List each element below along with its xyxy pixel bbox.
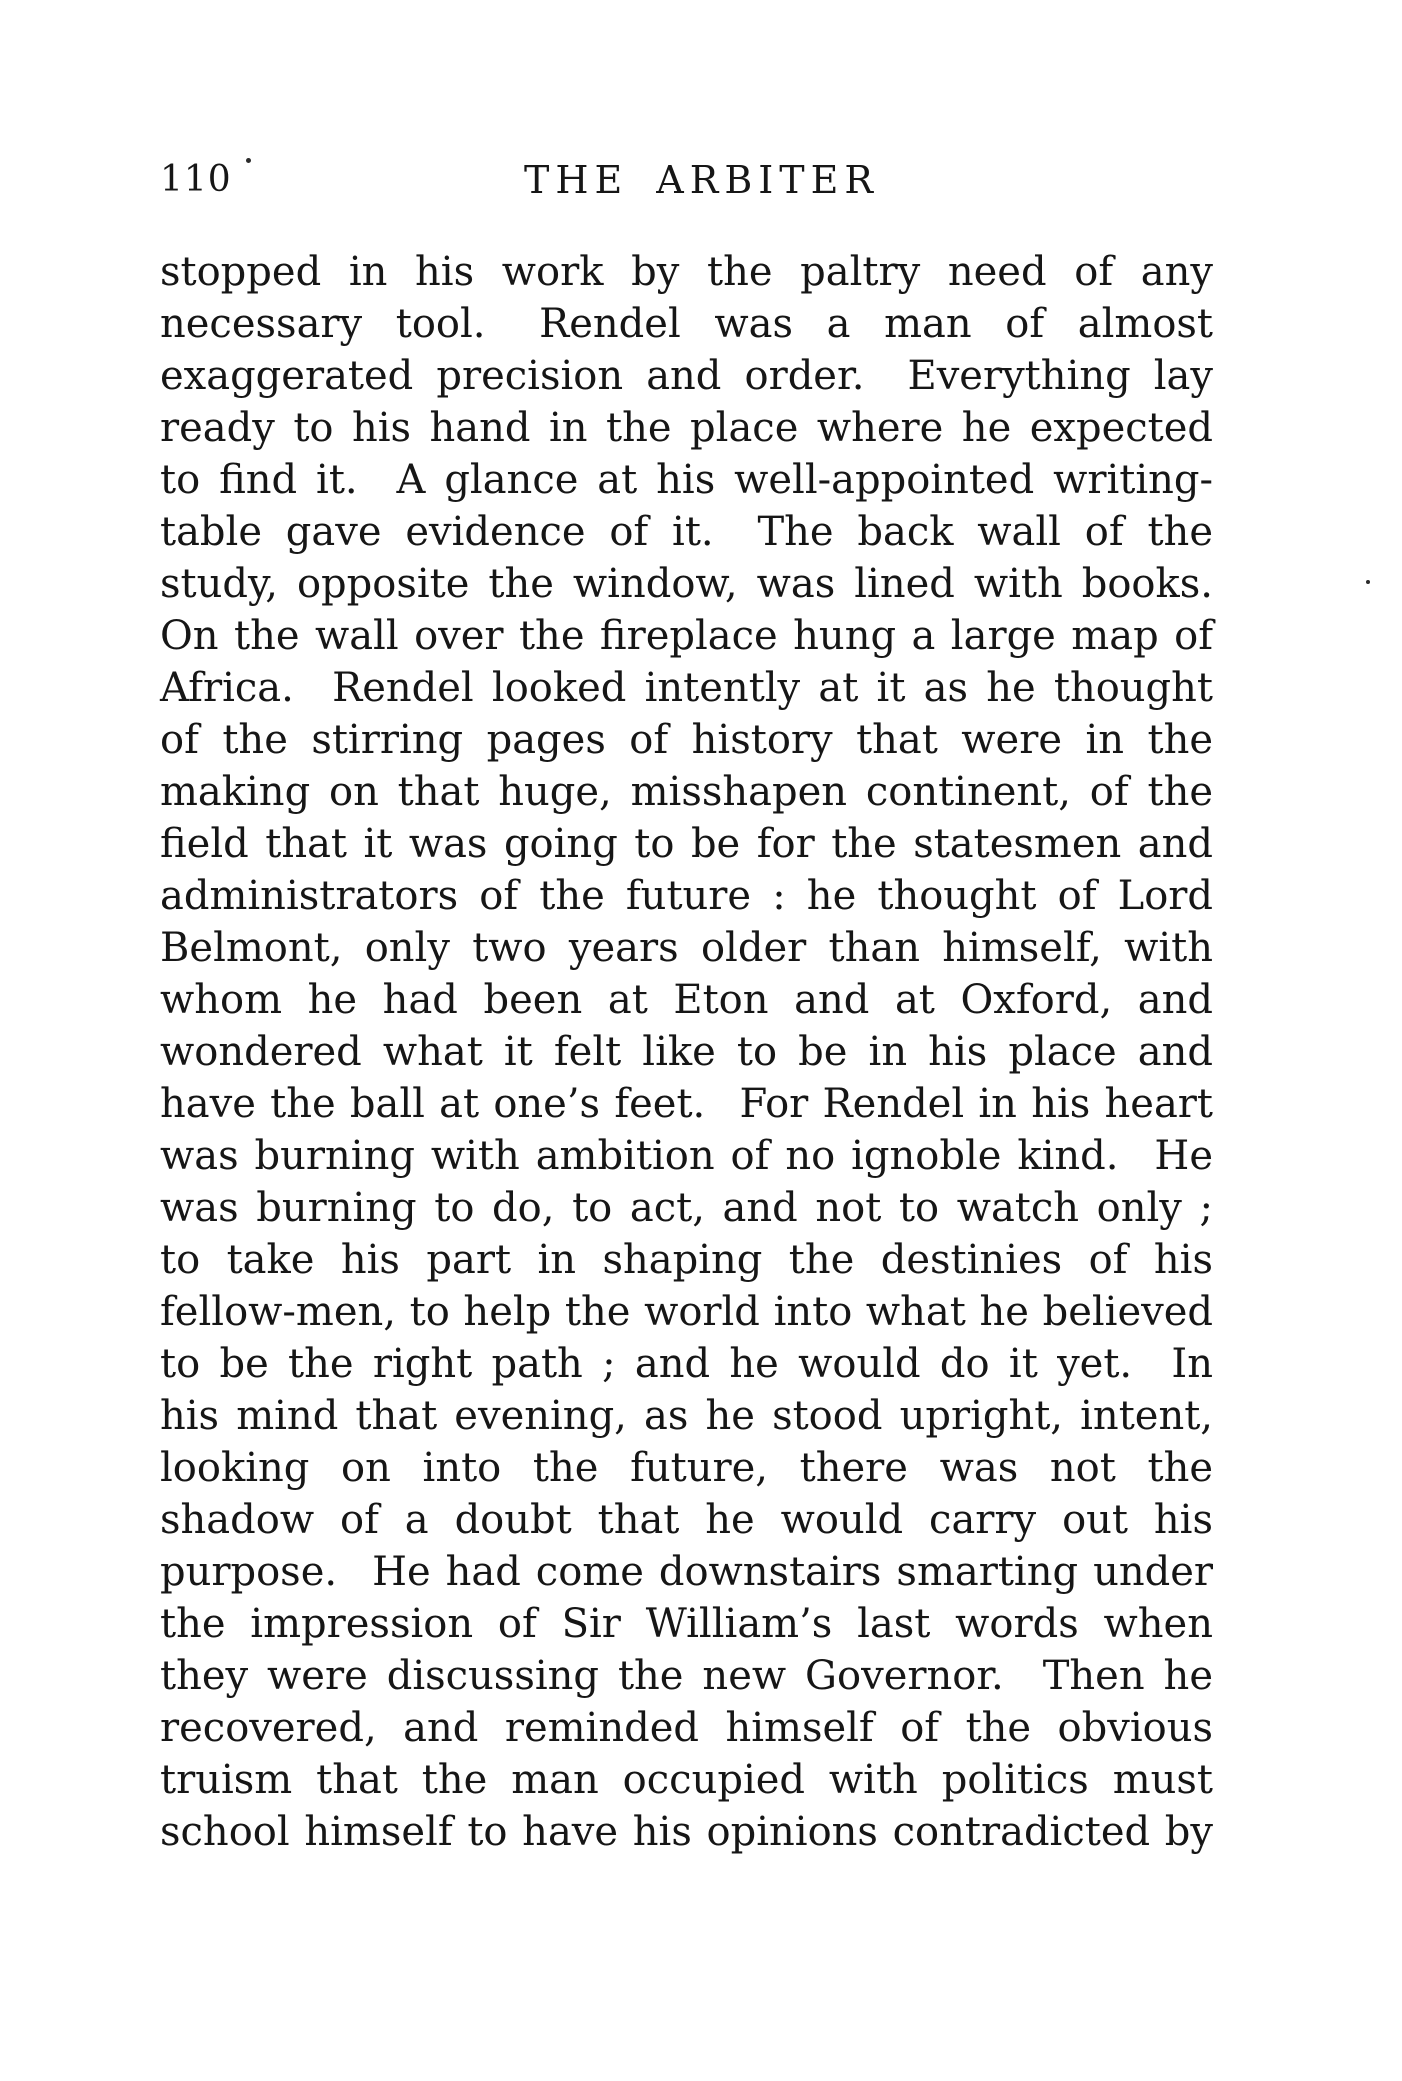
text-line: looking on into the future, there was not the [160,1445,1213,1491]
text-line: On the wall over the fireplace hung a large map of [160,613,1213,659]
text-line: ready to his hand in the place where he expected [160,405,1213,451]
text-line: recovered, and reminded himself of the obvious [160,1705,1213,1751]
text-line: shadow of a doubt that he would carry out his [160,1497,1213,1543]
text-line: wondered what it felt like to be in his place and [160,1029,1213,1075]
scan-speck [246,158,251,163]
page-header [160,158,1213,202]
text-line: his mind that evening, as he stood upright, intent, [160,1393,1213,1439]
text-line: administrators of the future : he thought of Lord [160,873,1213,919]
text-line: necessary tool. Rendel was a man of almost [160,301,1213,347]
text-line: the impression of Sir William’s last words when [160,1601,1213,1647]
text-line: exaggerated precision and order. Everything lay [160,353,1213,399]
text-line: to find it. A glance at his well-appointed writing- [160,457,1213,503]
scan-speck [1366,580,1370,584]
text-line: of the stirring pages of history that were in the [160,717,1213,763]
text-line: whom he had been at Eton and at Oxford, and [160,977,1213,1023]
text-line: Belmont, only two years older than himself, with [160,925,1213,971]
text-line: they were discussing the new Governor. Then he [160,1653,1213,1699]
text-line: school himself to have his opinions contradicted by [160,1809,1213,1855]
text-line: to take his part in shaping the destinies of his [160,1237,1213,1283]
text-line: making on that huge, misshapen continent, of the [160,769,1213,815]
text-line: study, opposite the window, was lined with books. [160,561,1213,607]
text-line: to be the right path ; and he would do it yet. In [160,1341,1213,1387]
text-line: stopped in his work by the paltry need of any [160,249,1213,295]
text-line: Africa. Rendel looked intently at it as he thought [160,665,1213,711]
text-line: was burning with ambition of no ignoble kind. He [160,1133,1213,1179]
text-line: have the ball at one’s feet. For Rendel in his heart [160,1081,1213,1127]
text-line: was burning to do, to act, and not to watch only ; [160,1185,1213,1231]
body-text [160,246,1213,1858]
text-line: truism that the man occupied with politics must [160,1757,1213,1803]
text-line: purpose. He had come downstairs smarting under [160,1549,1213,1595]
text-line: field that it was going to be for the statesmen and [160,821,1213,867]
running-title: THE ARBITER [524,158,879,202]
page-number: 110 [160,159,232,200]
text-line: table gave evidence of it. The back wall of the [160,509,1213,555]
text-line: fellow-men, to help the world into what he believed [160,1289,1213,1335]
